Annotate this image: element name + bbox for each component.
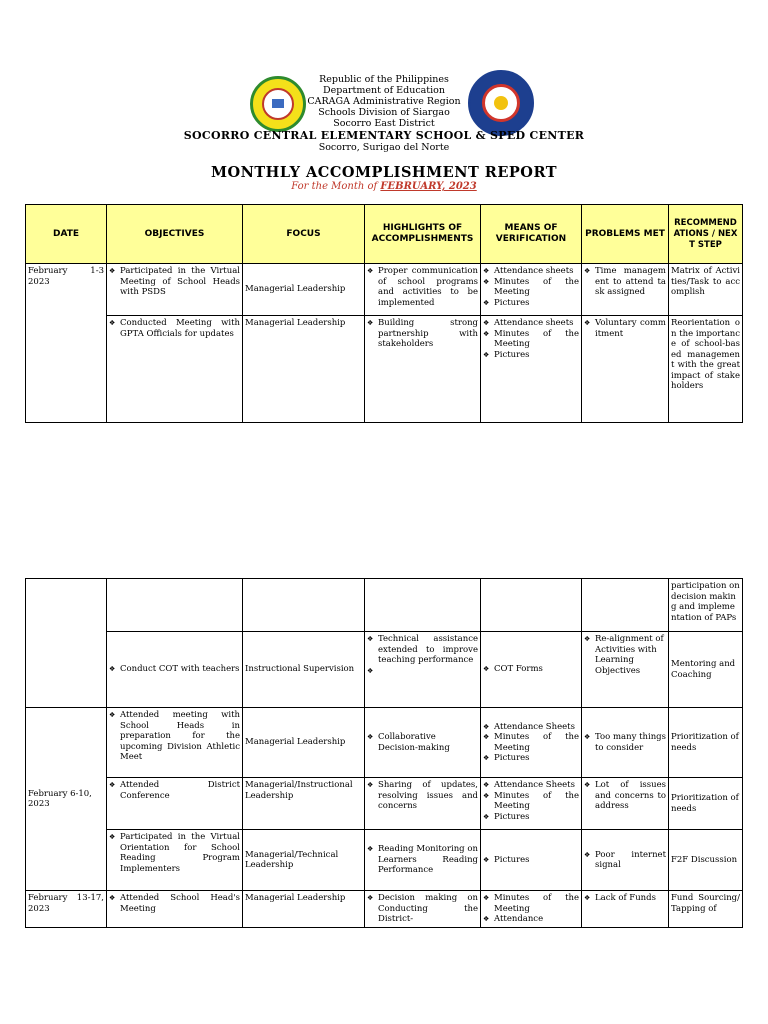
means-item: ❖ Pictures — [483, 350, 579, 361]
highlight-text: ❖ Building strong partnership with stakeholders — [367, 318, 478, 350]
col-recommendations: RECOMMENDATIONS / NEXT STEP — [669, 205, 743, 264]
recommendation-cell: Matrix of Activities/Task to accomplish — [669, 264, 743, 316]
means-item: ❖ Attendance Sheets — [483, 780, 579, 791]
problem-text: ❖ Lack of Funds — [584, 893, 666, 904]
means-item: ❖ Minutes of the Meeting — [483, 277, 579, 298]
highlight-cell — [365, 778, 481, 830]
table-row — [26, 264, 743, 316]
means-item: ❖ COT Forms — [483, 664, 579, 675]
recommendation-cell: F2F Discussion — [669, 830, 743, 891]
focus-cell — [243, 579, 365, 632]
focus-cell: Managerial/Instructional Leadership — [243, 778, 365, 830]
problem-text: ❖ Time management to attend task assigned — [584, 266, 666, 298]
school-name: SOCORRO CENTRAL ELEMENTARY SCHOOL & SPED CENTER — [183, 129, 585, 142]
means-item: ❖ Pictures — [483, 298, 579, 309]
focus-cell: Managerial Leadership — [243, 708, 365, 778]
header-line: Department of Education — [323, 85, 445, 96]
accomplishment-table-page2 — [25, 578, 743, 928]
problem-text: ❖ Poor internet signal — [584, 850, 666, 871]
objective-text: ❖ Participated in the Virtual Meeting of School Heads with PSDS — [109, 266, 240, 298]
date-cell: February 6-10, 2023 — [26, 708, 107, 891]
highlight-text: ❖ Reading Monitoring on Learners Reading Performance — [367, 844, 478, 876]
means-cell — [481, 264, 582, 316]
col-focus: FOCUS — [243, 205, 365, 264]
highlight-cell — [365, 891, 481, 928]
table-row — [26, 891, 743, 928]
problem-text: ❖ Re-alignment of Activities with Learning Objectives — [584, 634, 666, 676]
objective-text: ❖ Conducted Meeting with GPTA Officials for updates — [109, 318, 240, 339]
col-objectives: OBJECTIVES — [107, 205, 243, 264]
means-cell — [481, 891, 582, 928]
table-row — [26, 830, 743, 891]
recommendation-cell: Prioritization of needs — [669, 708, 743, 778]
focus-cell: Managerial Leadership — [243, 891, 365, 928]
report-title: MONTHLY ACCOMPLISHMENT REPORT — [210, 164, 558, 181]
means-cell — [481, 579, 582, 632]
date-cell: February 1-3 2023 — [26, 264, 107, 423]
means-cell — [481, 708, 582, 778]
letterhead — [0, 74, 768, 153]
table-row — [26, 316, 743, 423]
objective-cell — [107, 579, 243, 632]
problem-cell — [582, 891, 669, 928]
highlight-cell — [365, 579, 481, 632]
problem-cell — [582, 708, 669, 778]
date-cell: February 13-17, 2023 — [26, 891, 107, 928]
objective-text: ❖ Attended District Conference — [109, 780, 240, 801]
means-item: ❖ Minutes of the Meeting — [483, 893, 579, 914]
problem-text: ❖ Too many things to consider — [584, 732, 666, 753]
objective-text: ❖ Attended meeting with School Heads in preparation for the upcoming Division Athletic Meet — [109, 710, 240, 763]
table-row — [26, 579, 743, 632]
means-item: ❖ Attendance sheets — [483, 318, 579, 329]
report-subtitle — [0, 181, 768, 192]
header-line: Schools Division of Siargao — [318, 107, 450, 118]
problem-cell — [582, 264, 669, 316]
focus-cell: Managerial Leadership — [243, 264, 365, 316]
municipality: Socorro, Surigao del Norte — [318, 142, 450, 153]
highlight-text: ❖ Collaborative Decision-making — [367, 732, 478, 753]
means-cell — [481, 316, 582, 423]
problem-text: ❖ Voluntary commitment — [584, 318, 666, 339]
focus-cell: Instructional Supervision — [243, 632, 365, 708]
objective-cell — [107, 830, 243, 891]
objective-text: ❖ Attended School Head's Meeting — [109, 893, 240, 914]
col-date: DATE — [26, 205, 107, 264]
problem-cell — [582, 830, 669, 891]
means-item: ❖ Pictures — [483, 855, 579, 866]
means-item: ❖ Attendance sheets — [483, 266, 579, 277]
header-line: Socorro East District — [333, 118, 435, 129]
objective-text: ❖ Participated in the Virtual Orientation for School Reading Program Implementers — [109, 832, 240, 874]
highlight-text: ❖ Technical assistance extended to improve teaching performance — [367, 634, 478, 666]
header-line: CARAGA Administrative Region — [307, 96, 461, 107]
recommendation-cell: Reorientation on the importance of school-based management with the great impact of stakeholders — [669, 316, 743, 423]
means-item: ❖ Attendance — [483, 914, 579, 925]
col-problems: PROBLEMS MET — [582, 205, 669, 264]
highlight-cell — [365, 316, 481, 423]
table-row — [26, 778, 743, 830]
objective-cell — [107, 632, 243, 708]
means-cell — [481, 778, 582, 830]
objective-cell — [107, 891, 243, 928]
problem-cell — [582, 316, 669, 423]
objective-cell — [107, 316, 243, 423]
table-row — [26, 708, 743, 778]
col-means: MEANS OF VERIFICATION — [481, 205, 582, 264]
means-item: ❖ Pictures — [483, 812, 579, 823]
means-item: ❖ Minutes of the Meeting — [483, 329, 579, 350]
highlight-cell — [365, 632, 481, 708]
header-row — [26, 205, 743, 264]
problem-cell — [582, 579, 669, 632]
means-item: ❖ Pictures — [483, 753, 579, 764]
recommendation-cell: participation on decision making and implementation of PAPs — [669, 579, 743, 632]
recommendation-cell: Fund Sourcing/Tapping of — [669, 891, 743, 928]
highlight-cell — [365, 708, 481, 778]
objective-cell — [107, 778, 243, 830]
problem-cell — [582, 632, 669, 708]
recommendation-cell: Mentoring and Coaching — [669, 632, 743, 708]
date-cell — [26, 579, 107, 708]
col-highlights: HIGHLIGHTS OF ACCOMPLISHMENTS — [365, 205, 481, 264]
report-month: FEBRUARY, 2023 — [380, 181, 477, 192]
focus-cell: Managerial Leadership — [243, 316, 365, 423]
means-cell — [481, 632, 582, 708]
header-line: Republic of the Philippines — [319, 74, 449, 85]
problem-text: ❖ Lot of issues and concerns to address — [584, 780, 666, 812]
focus-cell: Managerial/Technical Leadership — [243, 830, 365, 891]
highlight-cell — [365, 830, 481, 891]
objective-cell — [107, 264, 243, 316]
highlight-text: ❖ Proper communication of school programs and activities to be implemented — [367, 266, 478, 308]
means-item: ❖ Minutes of the Meeting — [483, 791, 579, 812]
highlight-text: ❖ Sharing of updates, resolving issues and concerns — [367, 780, 478, 812]
recommendation-cell: Prioritization of needs — [669, 778, 743, 830]
problem-cell — [582, 778, 669, 830]
means-item: ❖ Minutes of the Meeting — [483, 732, 579, 753]
means-cell — [481, 830, 582, 891]
highlight-cell — [365, 264, 481, 316]
objective-cell — [107, 708, 243, 778]
highlight-text: ❖ Decision making on Conducting the District- — [367, 893, 478, 925]
subtitle-prefix: For the Month of — [291, 181, 381, 192]
objective-text: ❖ Conduct COT with teachers — [109, 664, 240, 675]
table-row — [26, 632, 743, 708]
means-item: ❖ Attendance Sheets — [483, 722, 579, 733]
accomplishment-table-page1 — [25, 204, 743, 423]
